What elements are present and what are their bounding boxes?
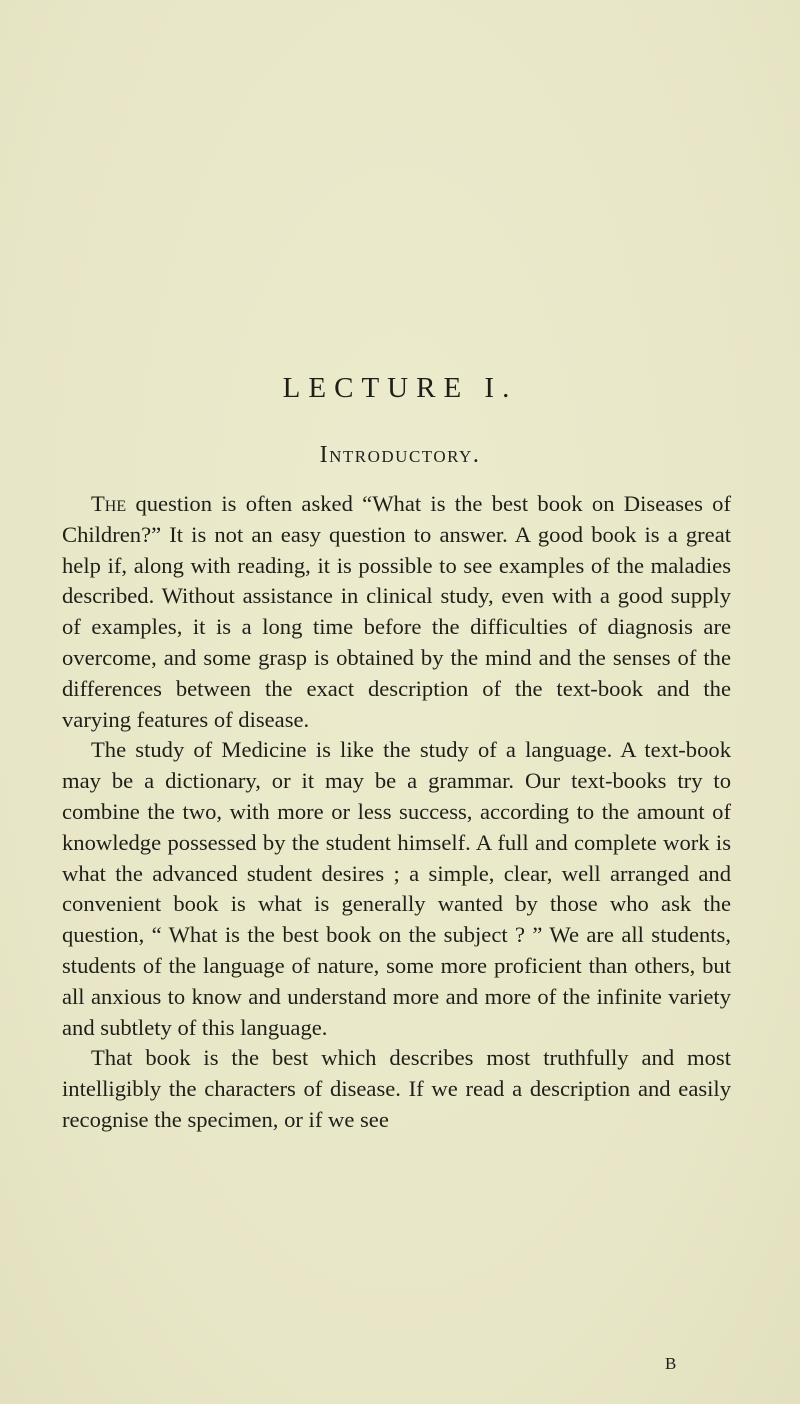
paragraph-1-lead: The <box>91 491 127 516</box>
paragraph-1 <box>62 489 731 735</box>
lecture-heading: LECTURE I. <box>282 372 518 404</box>
paragraph-3 <box>62 1043 731 1135</box>
paragraph-1-text: question is often asked “What is the best book on Diseases of Children?” It is not an easy question to answer. A good book is a great help if, along with reading, it is possible to see examples of the maladies described. Without assistance in clinical study, even with a good supply of examples, it is a long time before the difficulties of diagnosis are overcome, and some grasp is obtained by the mind and the senses of the differences between the exact description of the text-book and the varying features of disease. <box>62 491 731 732</box>
paragraph-2-text: The study of Medicine is like the study of a language. A text-book may be a dictionary, or it may be a grammar. Our text-books try to combine the two, with more or less success, according to the amount of knowledge possessed by the student himself. A full and complete work is what the advanced student desires ; a simple, clear, well arranged and convenient book is what is generally wanted by those who ask the question, “ What is the best book on the subject ? ” We are all students, students of the language of nature, some more proficient than others, but all anxious to know and understand more and more of the infinite variety and subtlety of this language. <box>62 737 731 1040</box>
signature-mark: B <box>665 1354 678 1373</box>
paragraph-2 <box>62 735 731 1043</box>
paragraph-3-text: That book is the best which describes most truthfully and most intelligibly the characters of disease. If we read a description and easily recognise the specimen, or if we see <box>62 1045 731 1132</box>
body-text <box>62 489 731 1136</box>
section-subheading: Introductory. <box>319 442 481 468</box>
